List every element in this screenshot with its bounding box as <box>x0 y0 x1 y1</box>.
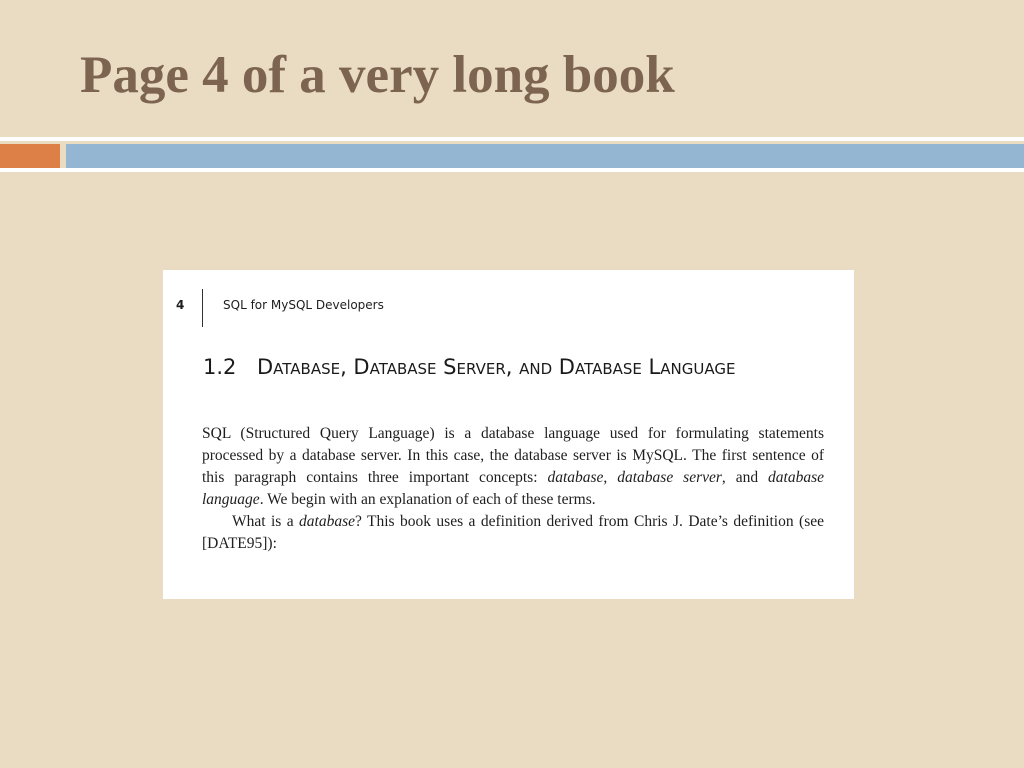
header-divider <box>202 289 203 327</box>
paragraph-1 <box>202 423 824 511</box>
running-header: SQL for MySQL Developers <box>223 298 384 312</box>
paragraph-1-end: . We begin with an explanation of each of these terms. <box>259 491 596 508</box>
term-database-language: database language <box>202 469 825 508</box>
page-number: 4 <box>176 298 185 312</box>
section-heading <box>203 351 803 383</box>
separator: , <box>603 469 618 486</box>
term-database-question: database <box>299 513 356 530</box>
paragraph-2-end: ? This book uses a definition derived from Chris J. Date’s definition (see [DATE95]): <box>202 513 824 552</box>
slide-title: Page 4 of a very long book <box>80 46 675 104</box>
separator: , and <box>721 469 769 486</box>
paragraph-2-intro: What is a <box>232 513 300 530</box>
accent-bar-blue <box>66 144 1024 169</box>
body-text <box>202 423 824 555</box>
paragraph-1-intro: SQL (Structured Query Language) is a database language used for formulating statements processed by a database server. In this case, the database server is MySQL. The first sentence of this paragraph contains three important concepts: <box>202 425 824 486</box>
title-divider-top <box>0 137 1024 141</box>
term-database-server: database server <box>617 469 722 486</box>
paragraph-2 <box>202 511 824 555</box>
term-database: database <box>547 469 604 486</box>
book-page-image <box>163 270 854 599</box>
accent-bar-orange <box>0 144 60 169</box>
section-number: 1.2 <box>203 355 237 379</box>
title-divider-bottom <box>0 168 1024 172</box>
section-title: Database, Database Server, and Database Language <box>257 355 736 379</box>
